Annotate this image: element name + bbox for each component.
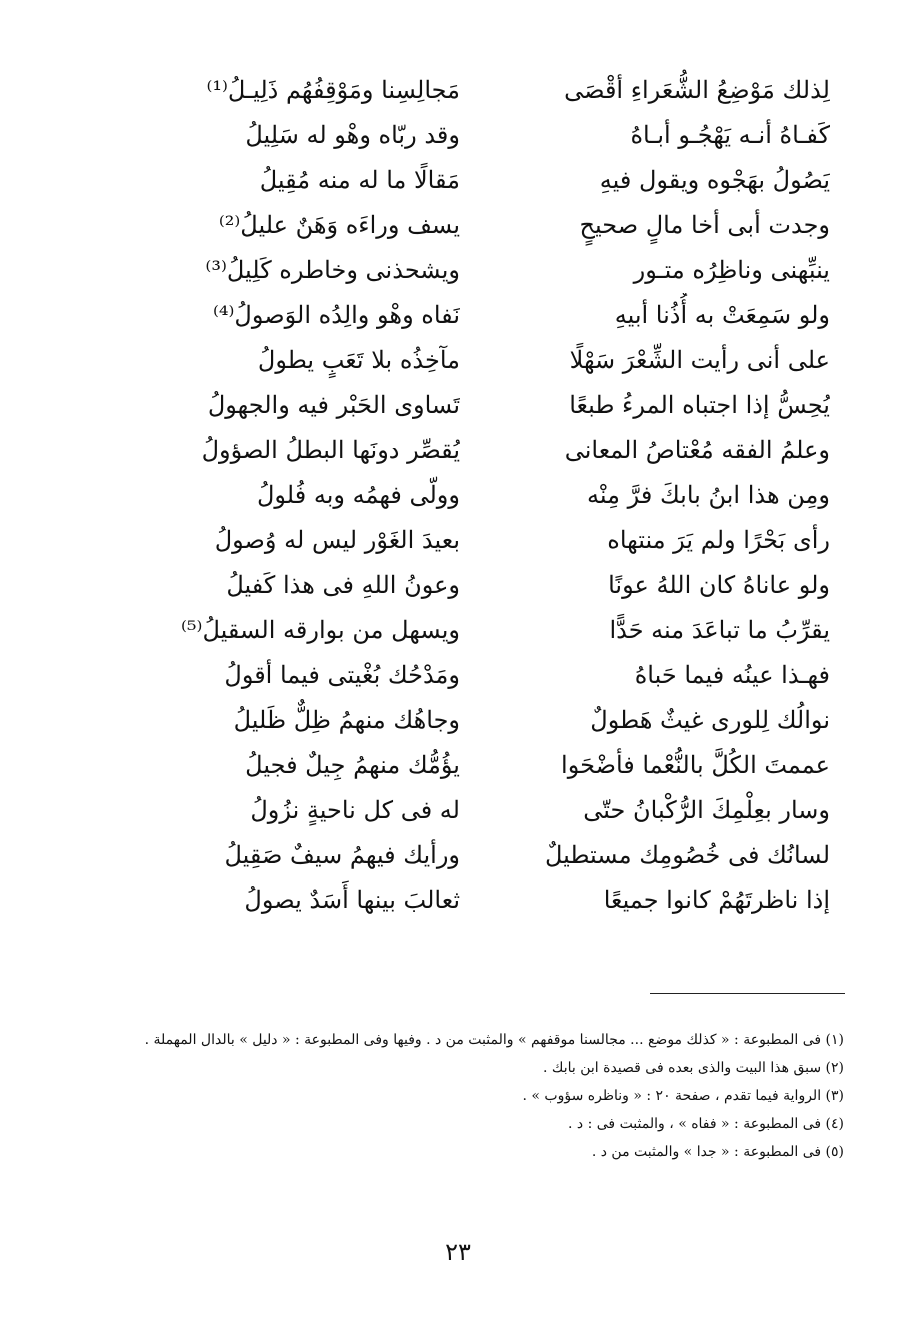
- verse-line: [100, 293, 830, 338]
- verse-line: [100, 113, 830, 158]
- footnote: (٢) سبق هذا البيت والذى بعده فى قصيدة ابن بابك .: [543, 1060, 844, 1076]
- verse-second-hemistich: له فى كل ناحيةٍ نزُولُ: [250, 796, 460, 824]
- verse-first-hemistich: إذا ناظرتَهُمْ كانوا جميعًا: [603, 886, 830, 914]
- verse-first-hemistich: رأى بَحْرًا ولم يَرَ منتهاه: [607, 526, 830, 554]
- verse-line: [100, 608, 830, 653]
- verse-second-hemistich: وعونُ اللهِ فى هذا كَفيلُ: [226, 571, 460, 599]
- verse-second-hemistich: ورأيك فيهمُ سيفٌ صَقِيلُ: [224, 841, 460, 869]
- verse-second-hemistich: يُقصِّر دونَها البطلُ الصؤولُ: [201, 436, 460, 464]
- verse-line: [100, 383, 830, 428]
- footnote: (١) فى المطبوعة : « كذلك موضع ... مجالسنا موقفهم » والمثبت من د . وفيها وفى المطبوعة : « دليل » بالدال المهملة .: [144, 1032, 844, 1048]
- verse-line: [100, 428, 830, 473]
- verse-first-hemistich: على أنى رأيت الشِّعْرَ سَهْلًا: [569, 346, 830, 374]
- verse-second-hemistich: ثعالبَ بينها أَسَدٌ يصولُ: [244, 886, 460, 914]
- footnote-separator: [650, 993, 845, 994]
- verse-second-hemistich: وولّى فهمُه وبه فُلولُ: [256, 481, 460, 509]
- verse-first-hemistich: وجدت أبى أخا مالٍ صحيحٍ: [579, 211, 830, 239]
- verse-second-hemistich: بعيدَ الغَوْر ليس له وُصولُ: [214, 526, 460, 554]
- verse-second-hemistich: تَساوى الحَبْر فيه والجهولُ: [207, 391, 460, 419]
- verse-line: [100, 743, 830, 788]
- verse-second-hemistich: يسف وراءَه وَهَنٌ عليلُ⁽²⁾: [218, 211, 460, 239]
- verse-second-hemistich: مَجالِسِنا ومَوْقِفُهُم ذَلِيـلُ⁽¹⁾: [206, 76, 460, 104]
- poem: [100, 68, 830, 923]
- verse-line: [100, 833, 830, 878]
- verse-second-hemistich: نَفاه وهْو والِدُه الوَصولُ⁽⁴⁾: [213, 301, 460, 329]
- footnote: (٤) فى المطبوعة : « ففاه » ، والمثبت فى : د .: [568, 1116, 844, 1132]
- verse-line: [100, 518, 830, 563]
- verse-first-hemistich: كَفـاهُ أنـه يَهْجُـو أبـاهُ: [630, 121, 830, 149]
- verse-first-hemistich: ومِن هذا ابنُ بابكَ فرَّ مِنْه: [587, 481, 830, 509]
- verse-first-hemistich: فهـذا عينُه فيما حَباهُ: [634, 661, 830, 689]
- verse-first-hemistich: لسانُك فى خُصُومِك مستطيلٌ: [544, 841, 830, 869]
- verse-line: [100, 563, 830, 608]
- footnote: (٣) الرواية فيما تقدم ، صفحة ٢٠ : « وناظره سؤوب » .: [522, 1088, 844, 1104]
- verse-second-hemistich: وقد ربّاه وهْو له سَلِيلُ: [245, 121, 460, 149]
- verse-first-hemistich: نوالُك لِلورى غيثٌ هَطولٌ: [590, 706, 830, 734]
- verse-first-hemistich: وعلمُ الفقه مُعْتاصُ المعانى: [564, 436, 830, 464]
- verse-first-hemistich: يقرِّبُ ما تباعَدَ منه حَدًّا: [609, 616, 830, 644]
- verse-line: [100, 698, 830, 743]
- verse-first-hemistich: ينبِّهنى وناظِرُه متـور: [633, 256, 830, 284]
- verse-second-hemistich: يؤُمُّك منهمُ جِيلٌ فجيلُ: [245, 751, 460, 779]
- verse-line: [100, 248, 830, 293]
- verse-second-hemistich: مآخِذُه بلا تَعَبٍ يطولُ: [257, 346, 460, 374]
- verse-line: [100, 878, 830, 923]
- footnote: (٥) فى المطبوعة : « جدا » والمثبت من د .: [591, 1144, 844, 1160]
- verse-first-hemistich: وسار بعِلْمِكَ الرُّكْبانُ حتّى: [583, 796, 830, 824]
- verse-second-hemistich: ومَدْحُك بُغْيتى فيما أقولُ: [224, 661, 460, 689]
- verse-line: [100, 68, 830, 113]
- verse-line: [100, 788, 830, 833]
- verse-first-hemistich: يَصُولُ بهَجْوه ويقول فيهِ: [599, 166, 830, 194]
- verse-line: [100, 338, 830, 383]
- verse-first-hemistich: لِذلك مَوْضِعُ الشُّعَراءِ أقْصَى: [564, 76, 830, 104]
- verse-second-hemistich: مَقالًا ما له منه مُقِيلُ: [259, 166, 460, 194]
- verse-second-hemistich: وجاهُك منهمُ ظِلٌّ ظَليلُ: [233, 706, 460, 734]
- verse-first-hemistich: ولو سَمِعَتْ به أُذُنا أبيهِ: [614, 301, 830, 329]
- page-number: ٢٣: [445, 1238, 471, 1266]
- verse-line: [100, 653, 830, 698]
- verse-line: [100, 473, 830, 518]
- verse-first-hemistich: ولو عاناهُ كان اللهُ عونًا: [608, 571, 830, 599]
- verse-second-hemistich: ويشحذنى وخاطره كَلِيلُ⁽³⁾: [205, 256, 460, 284]
- verse-first-hemistich: يُحِسُّ إذا اجتباه المرءُ طبعًا: [569, 391, 830, 419]
- verse-line: [100, 203, 830, 248]
- verse-line: [100, 158, 830, 203]
- footnotes: [104, 1028, 844, 1168]
- verse-second-hemistich: ويسهل من بوارقه السقيلُ⁽⁵⁾: [181, 616, 460, 644]
- verse-first-hemistich: عممتَ الكُلَّ بالنُّعْما فأضْحَوا: [561, 751, 830, 779]
